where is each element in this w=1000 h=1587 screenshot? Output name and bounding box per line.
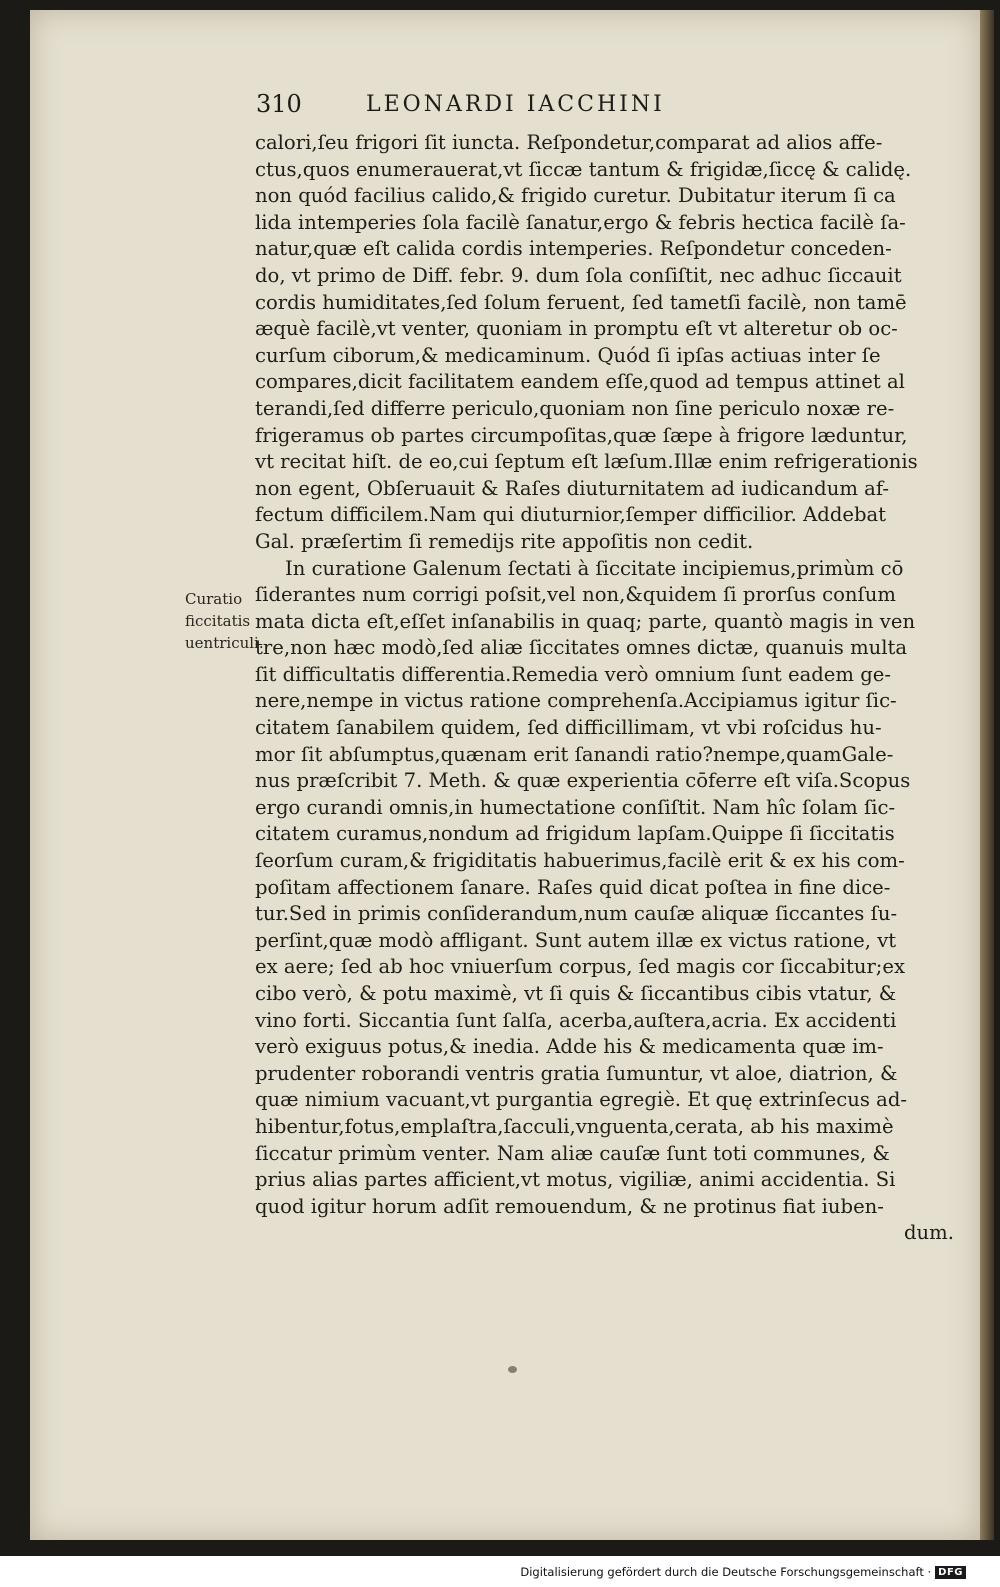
running-head: LEONARDI IACCHINI bbox=[366, 92, 665, 117]
text-line: hibentur,fotus,emplaſtra,ſacculi,vnguenta,cerata, ab his maximè bbox=[255, 1114, 894, 1138]
text-line: nus præſcribit 7. Meth. & quæ experientia cōferre eſt viſa.Scopus bbox=[255, 769, 911, 793]
text-line: curſum ciborum,& medicaminum. Quód ſi ipſas actiuas inter ſe bbox=[255, 343, 881, 367]
page-edge bbox=[980, 10, 994, 1540]
text-line: prudenter roborandi ventris gratia ſumuntur, vt aloe, diatrion, & bbox=[255, 1061, 898, 1085]
text-line: verò exiguus potus,& inedia. Adde his & medicamenta quæ im- bbox=[255, 1035, 884, 1059]
page-number: 310 bbox=[256, 90, 302, 118]
text-line: In curatione Galenum ſectati à ſiccitate incipiemus,primùm cō bbox=[285, 556, 904, 580]
margin-note-line: Curatio bbox=[185, 590, 243, 608]
text-line: prius alias partes afficient,vt motus, vigiliæ, animi accidentia. Si bbox=[255, 1168, 896, 1192]
body-text bbox=[255, 130, 960, 1247]
text-line: do, vt primo de Diff. febr. 9. dum ſola conſiſtit, nec adhuc ſiccauit bbox=[255, 263, 902, 287]
text-line: vt recitat hiſt. de eo,cui ſeptum eſt læſum.Illæ enim refrigerationis bbox=[255, 450, 918, 474]
text-line: Gal. præſertim ſi remedijs rite appoſitis non cedit. bbox=[255, 529, 754, 553]
margin-note-line: uentriculi. bbox=[185, 634, 264, 652]
funding-credit-text: Digitalisierung gefördert durch die Deutsche Forschungsgemeinschaft · bbox=[520, 1565, 932, 1579]
text-line: ſiccatur primùm venter. Nam aliæ cauſæ ſunt toti communes, & bbox=[255, 1141, 890, 1165]
text-line: tre,non hæc modò,ſed aliæ ſiccitates omnes dictæ, quanuis multa bbox=[255, 636, 908, 660]
text-line: nere,nempe in victus ratione comprehenſa.Accipiamus igitur ſic- bbox=[255, 689, 897, 713]
ink-speck bbox=[508, 1366, 517, 1373]
text-line: lida intemperies ſola facilè ſanatur,ergo & febris hectica facilè ſa- bbox=[255, 210, 906, 234]
text-line: fectum difficilem.Nam qui diuturnior,ſemper difficilior. Addebat bbox=[255, 503, 887, 527]
text-line: compares,dicit facilitatem eandem eſſe,quod ad tempus attinet al bbox=[255, 370, 905, 394]
text-line: æquè facilè,vt venter, quoniam in promptu eſt vt alteretur ob oc- bbox=[255, 317, 898, 341]
text-line: frigeramus ob partes circumpoſitas,quæ ſæpe à frigore læduntur, bbox=[255, 423, 908, 447]
page-header bbox=[248, 90, 818, 126]
text-line: ergo curandi omnis,in humectatione conſiſtit. Nam hîc ſolam ſic- bbox=[255, 795, 896, 819]
text-line: ctus,quos enumerauerat,vt ſiccæ tantum & frigidæ,ſiccę & calidę. bbox=[255, 157, 912, 181]
margin-note-line: ficcitatis bbox=[185, 612, 251, 630]
text-line: mor ſit abſumptus,quænam erit ſanandi ratio?nempe,quamGale- bbox=[255, 742, 894, 766]
text-line: cordis humiditates,ſed ſolum feruent, ſed tametſi facilè, non tamē bbox=[255, 290, 907, 314]
text-line: quod igitur horum adſit remouendum, & ne protinus fiat iuben- bbox=[255, 1194, 884, 1218]
text-line: quæ nimium vacuant,vt purgantia egregiè. Et quę extrinſecus ad- bbox=[255, 1088, 907, 1112]
text-line: citatem curamus,nondum ad frigidum lapſam.Quippe ſi ſiccitatis bbox=[255, 822, 895, 846]
text-line: tur.Sed in primis conſiderandum,num cauſæ aliquæ ſiccantes ſu- bbox=[255, 902, 898, 926]
text-line: vino forti. Siccantia ſunt ſalſa, acerba,auſtera,acria. Ex accidenti bbox=[255, 1008, 897, 1032]
text-line: terandi,ſed differre periculo,quoniam non ſine periculo noxæ re- bbox=[255, 396, 895, 420]
text-line: cibo verò, & potu maximè, vt ſi quis & ſiccantibus cibis vtatur, & bbox=[255, 982, 897, 1005]
text-line: dum. bbox=[904, 1221, 954, 1245]
text-line: natur,quæ eſt calida cordis intemperies. Reſpondetur conceden- bbox=[255, 237, 892, 261]
text-line: poſitam affectionem ſanare. Raſes quid dicat poſtea in fine dice- bbox=[255, 875, 891, 899]
text-line: ex aere; ſed ab hoc vniuerſum corpus, ſed magis cor ſiccabitur;ex bbox=[255, 955, 906, 979]
text-line: ſeorſum curam,& frigiditatis habuerimus,facilè erit & ex his com- bbox=[255, 849, 905, 873]
text-line: non quód facilius calido,& frigido curetur. Dubitatur iterum ſi ca bbox=[255, 184, 896, 208]
text-line: ſiderantes num corrigi poſsit,vel non,&quidem ſi prorſus conſum bbox=[255, 583, 896, 607]
text-line: calori,ſeu frigori ſit iuncta. Reſpondetur,comparat ad alios affe- bbox=[255, 131, 883, 154]
footer-credit bbox=[520, 1561, 966, 1583]
text-line: citatem ſanabilem quidem, ſed difficillimam, vt vbi roſcidus hu- bbox=[255, 716, 882, 740]
text-line: perſint,quæ modò affligant. Sunt autem illæ ex victus ratione, vt bbox=[255, 928, 897, 952]
text-line: non egent, Obſeruauit & Raſes diuturnitatem ad iudicandum af- bbox=[255, 476, 889, 500]
text-line: mata dicta eſt,eſſet inſanabilis in quaq; parte, quantò magis in ven bbox=[255, 609, 916, 633]
dfg-logo: DFG bbox=[935, 1566, 966, 1579]
text-line: ſit difficultatis differentia.Remedia verò omnium ſunt eadem ge- bbox=[255, 662, 891, 686]
